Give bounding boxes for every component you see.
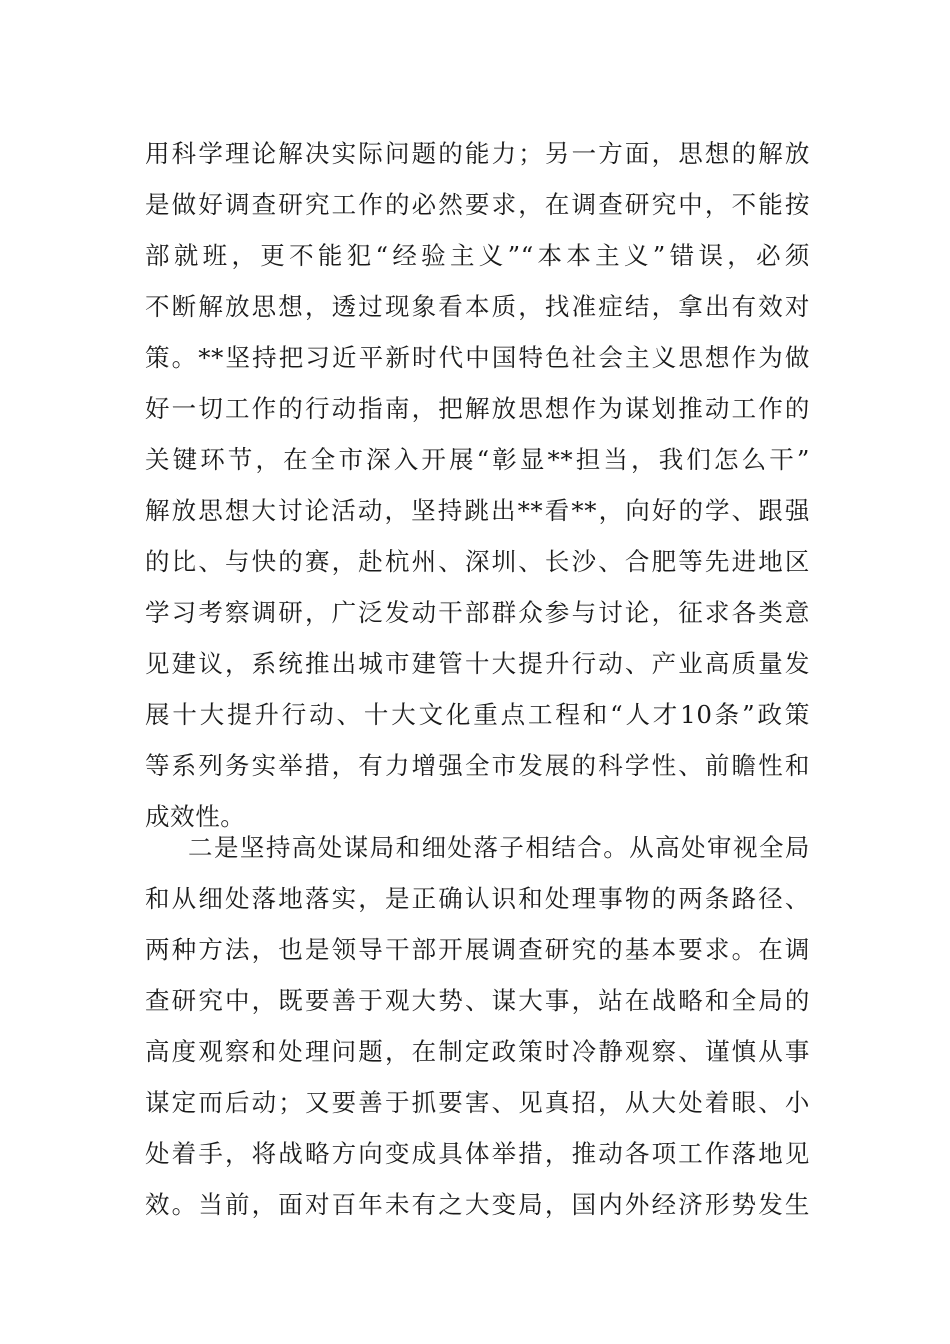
text-line: 两种方法，也是领导干部开展调查研究的基本要求。在调 bbox=[145, 935, 810, 964]
text-line: 和从细处落地落实，是正确认识和处理事物的两条路径、 bbox=[145, 884, 810, 913]
text-line: 是做好调查研究工作的必然要求，在调查研究中，不能按 bbox=[145, 190, 810, 219]
text-line: 解放思想大讨论活动，坚持跳出**看**，向好的学、跟强 bbox=[145, 496, 810, 525]
text-line: 高度观察和处理问题，在制定政策时冷静观察、谨慎从事 bbox=[145, 1037, 810, 1066]
text-line: 成效性。 bbox=[145, 802, 246, 831]
text-line: 部就班，更不能犯“经验主义”“本本主义”错误，必须 bbox=[145, 241, 810, 270]
paragraph-1 bbox=[145, 128, 810, 842]
text-line: 策。**坚持把习近平新时代中国特色社会主义思想作为做 bbox=[145, 343, 810, 372]
text-line: 用科学理论解决实际问题的能力；另一方面，思想的解放 bbox=[145, 139, 810, 168]
text-line: 关键环节，在全市深入开展“彰显**担当，我们怎么干” bbox=[145, 445, 810, 474]
text-line: 效。当前，面对百年未有之大变局，国内外经济形势发生 bbox=[145, 1190, 810, 1219]
text-line: 谋定而后动；又要善于抓要害、见真招，从大处着眼、小 bbox=[145, 1088, 810, 1117]
text-line: 等系列务实举措，有力增强全市发展的科学性、前瞻性和 bbox=[145, 751, 810, 780]
text-line: 展十大提升行动、十大文化重点工程和“人才10条”政策 bbox=[145, 700, 810, 729]
text-line: 学习考察调研，广泛发动干部群众参与讨论，征求各类意 bbox=[145, 598, 810, 627]
text-line: 好一切工作的行动指南，把解放思想作为谋划推动工作的 bbox=[145, 394, 810, 423]
text-line: 查研究中，既要善于观大势、谋大事，站在战略和全局的 bbox=[145, 986, 810, 1015]
text-line: 的比、与快的赛，赴杭州、深圳、长沙、合肥等先进地区 bbox=[145, 547, 810, 576]
text-line: 不断解放思想，透过现象看本质，找准症结，拿出有效对 bbox=[145, 292, 810, 321]
text-line: 见建议，系统推出城市建管十大提升行动、产业高质量发 bbox=[145, 649, 810, 678]
paragraph-2 bbox=[145, 822, 810, 1230]
text-line: 处着手，将战略方向变成具体举措，推动各项工作落地见 bbox=[145, 1139, 810, 1168]
text-line: 二是坚持高处谋局和细处落子相结合。从高处审视全局 bbox=[188, 833, 810, 862]
